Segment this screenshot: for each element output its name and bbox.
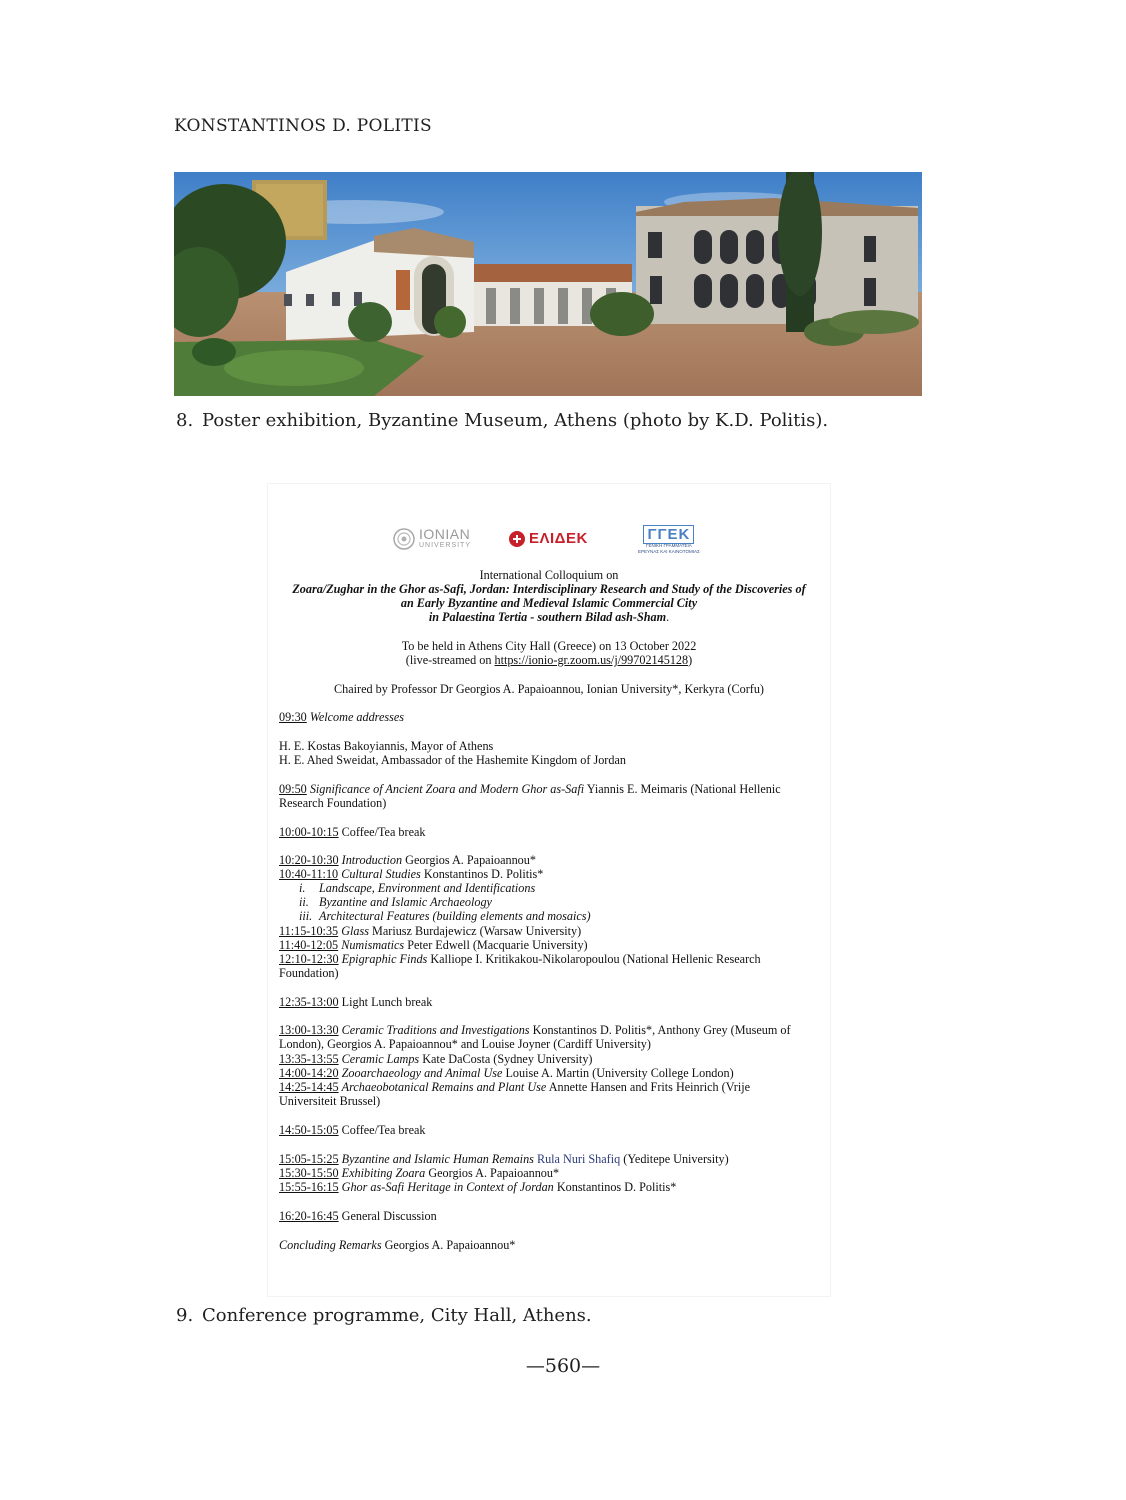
livestream-line [268,653,830,667]
session-label: General Discussion [341,1209,437,1223]
chair-line: Chaired by Professor Dr Georgios A. Papaioannou, Ionian University*, Kerkyra (Corfu) [334,682,764,696]
session-time: 13:35-13:55 [279,1052,339,1066]
break-time: 10:00-10:15 [279,825,339,839]
session-time: 11:15-10:35 [279,924,339,938]
session-speaker: Georgios A. Papaioannou* [384,1238,516,1252]
session-time: 10:20-10:30 [279,853,339,867]
session-glass [279,924,814,938]
session-zooarchaeology [279,1066,814,1080]
session-numismatics [279,938,814,952]
session-time: 15:05-15:25 [279,1152,339,1166]
subtopic-text: Landscape, Environment and Identifications [319,881,536,895]
dignitary-2: H. E. Ahed Sweidat, Ambassador of the Hashemite Kingdom of Jordan [279,753,626,767]
subtopic-number: iii. [299,909,313,923]
gsri-logo [638,528,700,554]
session-speaker-cont: London), Georgios A. Papaioannou* and Louise Joyner (Cardiff University) [279,1037,651,1052]
ionian-emblem-icon [393,528,415,550]
session-speaker-cont: Foundation) [279,966,339,981]
ionian-logo-name: IONIAN [419,526,471,542]
session-title: Introduction [341,853,403,867]
elidek-logo [508,530,588,548]
colloquium-title-line-2: an Early Byzantine and Medieval Islamic Commercial City [400,596,698,610]
title-line-3-text: in Palaestina Tertia - southern Bilad ash-Sham [428,610,667,624]
session-time: 14:00-14:20 [279,1066,339,1080]
break-time: 12:35-13:00 [279,995,339,1009]
session-time: 15:30-15:50 [279,1166,339,1180]
subtopic-number: ii. [299,895,309,909]
session-heritage [279,1180,814,1194]
figure-number: 9. [176,1305,194,1326]
break-label: Coffee/Tea break [341,825,426,839]
session-archaeobotanical [279,1080,814,1109]
lunch-break [279,995,814,1009]
session-title: Concluding Remarks [279,1238,382,1252]
break-label: Coffee/Tea break [341,1123,426,1137]
page-number: —560— [525,1355,601,1377]
dignitary-1: H. E. Kostas Bakoyiannis, Mayor of Athens [279,739,494,753]
stream-post: ) [688,653,693,667]
title-end: . [666,610,670,624]
session-speaker-cont: Research Foundation) [279,796,387,811]
session-title: Significance of Ancient Zoara and Modern Ghor as-Safi [309,782,585,796]
session-time: 11:40-12:05 [279,938,339,952]
session-speaker: Konstantinos D. Politis* [556,1180,677,1194]
gsri-logo-sub1: ΓΕΝΙΚΗ ΓΡΑΜΜΑΤΕΙΑ [645,543,692,549]
session-ceramic-lamps [279,1052,814,1066]
session-time: 10:40-11:10 [279,867,339,881]
colloquium-intro: International Colloquium on [479,568,619,582]
figure-8-caption [176,410,828,431]
break-1 [279,825,814,839]
general-discussion [279,1209,814,1223]
session-speaker: Georgios A. Papaioannou* [428,1166,560,1180]
venue-line: To be held in Athens City Hall (Greece) on 13 October 2022 [401,639,697,653]
session-speaker: Kalliope I. Kritikakou-Nikolaropoulou (National Hellenic Research [430,952,761,966]
session-epigraphic [279,952,814,981]
session-title: Ceramic Lamps [341,1052,420,1066]
break-time: 14:50-15:05 [279,1123,339,1137]
elidek-logo-name: ΕΛΙΔΕΚ [529,529,588,547]
session-time: 14:25-14:45 [279,1080,339,1094]
gsri-logo-name: ΓΓΕΚ [643,525,694,544]
session-human-remains [279,1152,814,1166]
session-welcome [279,710,814,724]
session-speaker: Georgios A. Papaioannou* [405,853,536,867]
session-time: 13:00-13:30 [279,1023,339,1037]
session-title: Cultural Studies [341,867,421,881]
session-title: Glass [341,924,369,938]
session-significance [279,782,814,811]
session-title: Epigraphic Finds [341,952,428,966]
session-introduction [279,853,814,867]
session-affiliation: (Yeditepe University) [623,1152,729,1166]
session-time: 12:10-12:30 [279,952,339,966]
session-time: 09:30 [279,710,307,724]
session-title: Ghor as-Safi Heritage in Context of Jordan [341,1180,554,1194]
running-head: KONSTANTINOS D. POLITIS [174,116,432,136]
figure-number: 8. [176,410,194,431]
session-speaker: Mariusz Burdajewicz (Warsaw University) [372,924,582,938]
session-time: 16:20-16:45 [279,1209,339,1223]
gsri-logo-sub2: ΕΡΕΥΝΑΣ ΚΑΙ ΚΑΙΝΟΤΟΜΙΑΣ [638,549,700,555]
conference-programme [268,484,830,1296]
caption-text: Conference programme, City Hall, Athens. [202,1305,592,1326]
concluding-remarks [279,1238,814,1252]
session-speaker: Rula Nuri Shafiq [536,1152,621,1166]
session-title: Ceramic Traditions and Investigations [341,1023,530,1037]
session-title: Zooarchaeology and Animal Use [341,1066,503,1080]
session-speaker: Peter Edwell (Macquarie University) [407,938,588,952]
subtopic-i [279,881,814,895]
subtopic-number: i. [299,881,306,895]
session-ceramic-traditions [279,1023,814,1052]
subtopic-text: Byzantine and Islamic Archaeology [319,895,492,909]
ionian-logo-sub: UNIVERSITY [419,542,472,550]
livestream-link[interactable]: https://ionio-gr.zoom.us/j/99702145128 [494,653,689,667]
session-time: 09:50 [279,782,307,796]
museum-photo [174,172,922,396]
break-2 [279,1123,814,1137]
session-speaker: Konstantinos D. Politis*, Anthony Grey (Museum of [532,1023,791,1037]
session-title: Byzantine and Islamic Human Remains [341,1152,534,1166]
session-speaker-cont: Universiteit Brussel) [279,1094,381,1109]
stream-pre: (live-streamed on [405,653,495,667]
figure-9-caption [176,1305,592,1326]
session-title: Welcome addresses [309,710,405,724]
session-title: Exhibiting Zoara [341,1166,426,1180]
session-exhibiting-zoara [279,1166,814,1180]
subtopic-text: Architectural Features (building elements and mosaics) [319,909,591,923]
ionian-university-logo [393,528,471,550]
session-speaker: Louise A. Martin (University College London) [505,1066,734,1080]
colloquium-title-line-3 [268,610,830,624]
session-speaker: Annette Hansen and Frits Heinrich (Vrije [548,1080,751,1094]
session-time: 15:55-16:15 [279,1180,339,1194]
session-speaker: Konstantinos D. Politis* [423,867,544,881]
session-title: Numismatics [341,938,405,952]
session-cultural-studies [279,867,814,881]
colloquium-title-line-1: Zoara/Zughar in the Ghor as-Safi, Jordan: Interdisciplinary Research and Study of the Discoveries of [292,582,806,596]
session-title: Archaeobotanical Remains and Plant Use [341,1080,547,1094]
logo-row [268,528,830,556]
subtopic-iii [279,909,814,923]
session-speaker: Kate DaCosta (Sydney University) [422,1052,593,1066]
caption-text: Poster exhibition, Byzantine Museum, Athens (photo by K.D. Politis). [202,410,829,431]
session-speaker: Yiannis E. Meimaris (National Hellenic [586,782,781,796]
subtopic-ii [279,895,814,909]
elidek-emblem-icon [508,530,526,548]
break-label: Light Lunch break [341,995,433,1009]
